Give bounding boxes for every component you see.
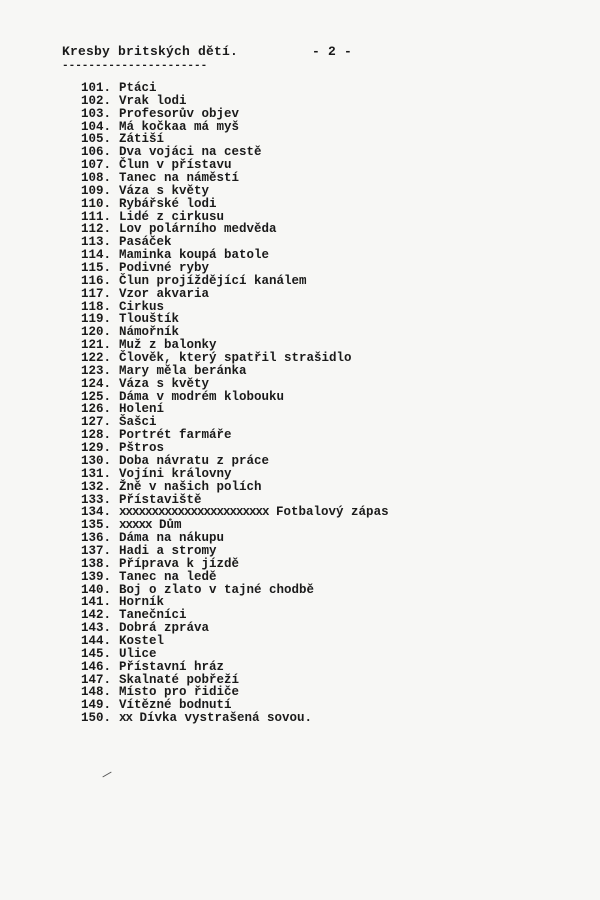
item-number: 149. [81,698,112,713]
item-number: 108. [81,171,112,186]
item-number: 110. [81,196,112,211]
item-number: 142. [81,608,112,623]
item-number: 148. [81,685,112,700]
item-number: 104. [81,119,112,134]
item-title: Člověk, který spatřil strašidlo [119,351,352,366]
item-number: 128. [81,428,112,443]
item-number: 126. [81,402,112,417]
item-title: Má kočkaa má myš [119,119,240,134]
item-title: Holení [119,402,165,417]
item-title: Dáma v modrém klobouku [119,389,285,404]
item-number: 117. [81,286,112,301]
item-number: 106. [81,145,112,160]
item-title: Boj o zlato v tajné chodbě [119,582,315,597]
item-number: 133. [81,492,112,507]
item-title: Dům [159,518,182,533]
item-number: 125. [81,389,112,404]
item-title: Muž z balonky [119,338,217,353]
item-number: 101. [81,81,112,95]
item-number: 118. [81,299,112,314]
item-number: 146. [81,659,112,674]
item-number: 102. [81,93,112,108]
item-title: Příprava k jízdě [119,556,240,571]
item-title: Cirkus [119,299,165,314]
item-title: Dívka vystrašená sovou. [139,711,313,726]
item-number: 145. [81,646,112,661]
item-number: 112. [81,222,112,237]
item-title: Hadi a stromy [119,543,217,558]
item-number: 140. [81,582,112,597]
item-number: 105. [81,132,112,147]
item-title: Horník [119,595,165,610]
item-title: Vojíni královny [119,466,232,481]
item-number: 134. [81,505,112,520]
item-title: Šašci [119,415,157,430]
item-title: Místo pro řidiče [119,685,240,700]
item-number: 119. [81,312,112,327]
item-title: Podivné ryby [119,261,210,276]
item-number: 130. [81,453,112,468]
item-title: Člun v přístavu [119,158,232,173]
page-number: - 2 - [312,44,353,59]
item-title: Kostel [119,633,165,648]
document-title: Kresby britských dětí. [62,44,239,59]
pen-mark [102,772,111,778]
list-item [81,712,389,725]
item-title: Lidé z cirkusu [119,209,225,224]
item-number: 127. [81,415,112,430]
item-number: 139. [81,569,112,584]
item-number: 132. [81,479,112,494]
item-number: 103. [81,106,112,121]
struck-out-text: xxxxxxxxxxxxxxxxxxxxxxx [119,505,269,520]
item-number: 136. [81,531,112,546]
struck-out-text: xx [119,711,133,726]
item-number: 121. [81,338,112,353]
item-title: Tanec na náměstí [119,171,240,186]
item-title: Profesorův objev [119,106,240,121]
item-title: Fotbalový zápas [276,505,389,520]
item-number: 135. [81,518,112,533]
item-number: 144. [81,633,112,648]
item-title: Přístaviště [119,492,202,507]
item-title: Portrét farmáře [119,428,232,443]
item-title: Lov polárního medvěda [119,222,277,237]
item-title: Zátiší [119,132,165,147]
struck-out-text: xxxxx [119,518,152,533]
item-title: Dva vojáci na cestě [119,145,262,160]
item-number: 123. [81,363,112,378]
item-title: Váza s květy [119,183,210,198]
item-title: Vítězné bodnutí [119,698,232,713]
item-number: 111. [81,209,112,224]
item-number: 113. [81,235,112,250]
page-header [62,44,362,59]
item-title: Vzor akvaria [119,286,210,301]
item-number: 137. [81,543,112,558]
item-number: 141. [81,595,112,610]
item-number: 138. [81,556,112,571]
item-number: 150. [81,711,112,726]
item-title: Maminka koupá batole [119,248,270,263]
item-title: Pasáček [119,235,172,250]
item-title: Tanečníci [119,608,187,623]
item-title: Přístavní hráz [119,659,225,674]
item-title: Rybářské lodi [119,196,217,211]
item-number: 131. [81,466,112,481]
item-number: 114. [81,248,112,263]
item-number: 147. [81,672,112,687]
title-underline: ---------------------- [62,60,208,72]
item-title: Člun projíždějící kanálem [119,273,307,288]
item-title: Žně v našich polích [119,479,262,494]
item-number: 115. [81,261,112,276]
item-title: Vrak lodi [119,93,187,108]
item-title: Mary měla beránka [119,363,247,378]
item-title: Doba návratu z práce [119,453,270,468]
item-title: Ulice [119,646,157,661]
item-number: 143. [81,621,112,636]
item-number: 109. [81,183,112,198]
item-number: 124. [81,376,112,391]
item-title: Pštros [119,441,165,456]
item-title: Dáma na nákupu [119,531,225,546]
item-title: Tlouštík [119,312,180,327]
item-number: 129. [81,441,112,456]
item-title: Skalnaté pobřeží [119,672,240,687]
item-title: Dobrá zpráva [119,621,210,636]
item-number: 120. [81,325,112,340]
item-title: Tanec na ledě [119,569,217,584]
item-title: Ptáci [119,81,157,95]
item-number: 116. [81,273,112,288]
item-number: 107. [81,158,112,173]
item-number: 122. [81,351,112,366]
item-title: Váza s květy [119,376,210,391]
drawing-list [81,82,389,725]
item-title: Námořník [119,325,180,340]
